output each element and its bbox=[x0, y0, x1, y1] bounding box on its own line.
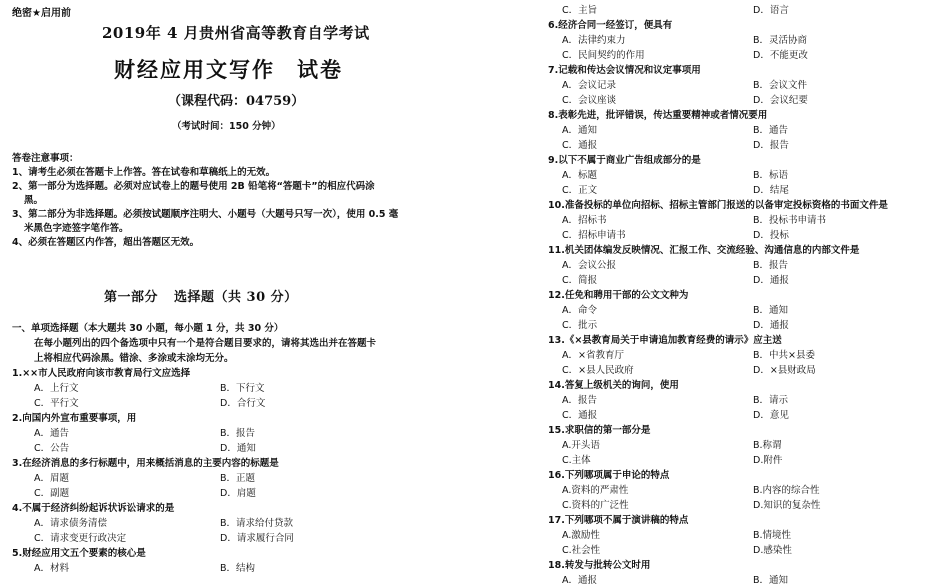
option-b: B．通知 bbox=[753, 575, 789, 586]
option-row bbox=[12, 426, 452, 441]
option-c: C．平行文 bbox=[34, 398, 79, 409]
option-d: D.感染性 bbox=[753, 545, 792, 556]
question-stem: 17.下列哪项不属于演讲稿的特点 bbox=[548, 515, 689, 526]
option-d: D.附件 bbox=[753, 455, 783, 466]
paper-label: 试卷 bbox=[297, 57, 343, 82]
option-a: A．通知 bbox=[562, 125, 597, 136]
option-c: C．招标申请书 bbox=[562, 230, 626, 241]
option-c: C.资料的广泛性 bbox=[562, 500, 629, 511]
option-a: A．会议记录 bbox=[562, 80, 616, 91]
option-b: B．报告 bbox=[753, 260, 789, 271]
option-row bbox=[548, 273, 928, 288]
option-d: D．请求履行合同 bbox=[220, 533, 294, 544]
option-row bbox=[548, 183, 928, 198]
option-d: D．报告 bbox=[753, 140, 789, 151]
option-b: B．灵活协商 bbox=[753, 35, 808, 46]
option-a: A．通告 bbox=[34, 428, 69, 439]
option-b: B．中共×县委 bbox=[753, 350, 815, 361]
option-a: A．报告 bbox=[562, 395, 597, 406]
option-d: D．×县财政局 bbox=[753, 365, 816, 376]
option-c: C．请求变更行政决定 bbox=[34, 533, 127, 544]
option-row bbox=[12, 561, 452, 576]
option-b: B．下行文 bbox=[220, 383, 265, 394]
option-a: A.激励性 bbox=[562, 530, 600, 541]
option-b: B．会议文件 bbox=[753, 80, 808, 91]
option-b: B．通知 bbox=[753, 305, 789, 316]
option-row bbox=[12, 516, 452, 531]
option-row bbox=[548, 258, 928, 273]
question-stem: 15.求职信的第一部分是 bbox=[548, 425, 651, 436]
option-a: A．标题 bbox=[562, 170, 597, 181]
option-row bbox=[12, 471, 452, 486]
section1-desc-1: 在每小题列出的四个备选项中只有一个是符合题目要求的，请将其选出并在答题卡 bbox=[34, 338, 377, 349]
option-d: D.知识的复杂性 bbox=[753, 500, 821, 511]
option-row bbox=[548, 33, 928, 48]
note-item: 米黑色字迹签字笔作答。 bbox=[24, 223, 129, 234]
option-d: D．投标 bbox=[753, 230, 789, 241]
option-row bbox=[548, 213, 928, 228]
option-d: D．合行文 bbox=[220, 398, 266, 409]
part1-title bbox=[104, 286, 298, 305]
part1-subtitle: 选择题（共 30 分） bbox=[174, 290, 298, 305]
option-d: D．意见 bbox=[753, 410, 789, 421]
option-d: D．肩题 bbox=[220, 488, 256, 499]
option-d: D．通知 bbox=[220, 443, 256, 454]
option-row bbox=[548, 438, 928, 453]
note-item: 3、第二部分为非选择题。必须按试题顺序注明大、小题号（大题号只写一次），使用 0.5 毫 bbox=[12, 209, 399, 220]
exam-title: 2019年 4 月贵州省高等教育自学考试 bbox=[102, 24, 370, 42]
option-c: C．×县人民政府 bbox=[562, 365, 634, 376]
option-row bbox=[548, 483, 928, 498]
option-row bbox=[548, 363, 928, 378]
option-row bbox=[548, 408, 928, 423]
option-b: B．标语 bbox=[753, 170, 789, 181]
option-row bbox=[548, 498, 928, 513]
option-b: B．投标书申请书 bbox=[753, 215, 827, 226]
option-row bbox=[548, 348, 928, 363]
question-stem: 9.以下不属于商业广告组成部分的是 bbox=[548, 155, 701, 166]
option-b: B．正题 bbox=[220, 473, 256, 484]
option-row bbox=[548, 138, 928, 153]
option-a: A．眉题 bbox=[34, 473, 69, 484]
option-b: B.情境性 bbox=[753, 530, 792, 541]
option-row bbox=[548, 168, 928, 183]
option-c: C．公告 bbox=[34, 443, 70, 454]
option-d: D．不能更改 bbox=[753, 50, 808, 61]
option-b: B．请示 bbox=[753, 395, 789, 406]
option-a: A.开头语 bbox=[562, 440, 600, 451]
option-row bbox=[548, 93, 928, 108]
option-row bbox=[12, 441, 452, 456]
section1-desc-2: 上将相应代码涂黑。错涂、多涂或未涂均无分。 bbox=[34, 353, 234, 364]
question-stem: 18.转发与批转公文时用 bbox=[548, 560, 651, 571]
option-c: C.社会性 bbox=[562, 545, 601, 556]
note-item: 2、第一部分为选择题。必须对应试卷上的题号使用 2B 铅笔将“答题卡”的相应代码涂 bbox=[12, 181, 375, 192]
option-c: C．通报 bbox=[562, 140, 598, 151]
question-stem: 12.任免和聘用干部的公文文种为 bbox=[548, 290, 689, 301]
option-d: D．语言 bbox=[753, 5, 789, 16]
section1-block bbox=[12, 321, 452, 576]
question-stem: 5.财经应用文五个要素的核心是 bbox=[12, 548, 146, 559]
part1-label: 第一部分 bbox=[104, 290, 159, 305]
option-row bbox=[548, 393, 928, 408]
question-stem: 14.答复上级机关的询问，使用 bbox=[548, 380, 679, 391]
option-row bbox=[548, 123, 928, 138]
option-c: C．正文 bbox=[562, 185, 598, 196]
option-row bbox=[12, 531, 452, 546]
section1-heading: 一、单项选择题（本大题共 30 小题，每小题 1 分，共 30 分） bbox=[12, 323, 284, 334]
option-a: A．命令 bbox=[562, 305, 597, 316]
option-c: C．通报 bbox=[562, 410, 598, 421]
option-b: B.称谓 bbox=[753, 440, 782, 451]
option-row bbox=[548, 318, 928, 333]
option-row bbox=[548, 48, 928, 63]
notes-block bbox=[12, 152, 432, 250]
option-a: A．×省教育厅 bbox=[562, 350, 624, 361]
option-row bbox=[12, 396, 452, 411]
subject-name: 财经应用文写作 bbox=[114, 57, 275, 82]
question-stem: 8.表彰先进，批评错误，传达重要精神或者情况要用 bbox=[548, 110, 768, 121]
option-a: A．材料 bbox=[34, 563, 69, 574]
option-c: C．副题 bbox=[34, 488, 70, 499]
option-row bbox=[548, 453, 928, 468]
option-row bbox=[548, 78, 928, 93]
secret-label: 绝密★启用前 bbox=[12, 8, 71, 19]
option-a: A．会议公报 bbox=[562, 260, 616, 271]
option-row bbox=[548, 573, 928, 588]
option-b: B．请求给付贷款 bbox=[220, 518, 294, 529]
course-code: （课程代码：04759） bbox=[168, 94, 305, 109]
option-row bbox=[548, 543, 928, 558]
question-stem: 16.下列哪项属于申论的特点 bbox=[548, 470, 670, 481]
question-stem: 7.记载和传达会议情况和议定事项用 bbox=[548, 65, 701, 76]
option-d: D．结尾 bbox=[753, 185, 789, 196]
option-a: A．法律约束力 bbox=[562, 35, 626, 46]
option-a: A．请求债务清偿 bbox=[34, 518, 107, 529]
question-stem: 1.××市人民政府向该市教育局行文应选择 bbox=[12, 368, 191, 379]
note-item: 1、请考生必须在答题卡上作答。答在试卷和草稿纸上的无效。 bbox=[12, 167, 276, 178]
question-stem: 4.不属于经济纠纷起诉状诉讼请求的是 bbox=[12, 503, 175, 514]
option-c: C．会议座谈 bbox=[562, 95, 617, 106]
option-row bbox=[548, 228, 928, 243]
option-a: A．通报 bbox=[562, 575, 597, 586]
option-c: C．主旨 bbox=[562, 5, 598, 16]
question-stem: 6.经济合同一经签订，便具有 bbox=[548, 20, 673, 31]
question-stem: 2.向国内外宣布重要事项，用 bbox=[12, 413, 137, 424]
option-row bbox=[548, 303, 928, 318]
option-a: A．招标书 bbox=[562, 215, 607, 226]
option-c: C．民间契约的作用 bbox=[562, 50, 645, 61]
option-c: C．简报 bbox=[562, 275, 598, 286]
option-d: D．通报 bbox=[753, 275, 789, 286]
notes-heading: 答卷注意事项： bbox=[12, 153, 79, 164]
option-row bbox=[548, 3, 928, 18]
option-a: A.资料的严肃性 bbox=[562, 485, 629, 496]
question-stem: 11.机关团体编发反映情况、汇报工作、交流经验、沟通信息的内部文件是 bbox=[548, 245, 860, 256]
option-b: B．报告 bbox=[220, 428, 256, 439]
paper-title bbox=[114, 54, 343, 84]
option-c: C.主体 bbox=[562, 455, 591, 466]
option-b: B．结构 bbox=[220, 563, 256, 574]
option-d: D．通报 bbox=[753, 320, 789, 331]
option-c: C．批示 bbox=[562, 320, 598, 331]
question-stem: 3.在经济消息的多行标题中，用来概括消息的主要内容的标题是 bbox=[12, 458, 279, 469]
option-d: D．会议纪要 bbox=[753, 95, 808, 106]
option-a: A．上行文 bbox=[34, 383, 79, 394]
option-b: B.内容的综合性 bbox=[753, 485, 820, 496]
question-stem: 13.《×县教育局关于申请追加教育经费的请示》应主送 bbox=[548, 335, 782, 346]
right-questions-block bbox=[548, 3, 928, 588]
question-stem: 10.准备投标的单位向招标、招标主管部门报送的以备审定投标资格的书面文件是 bbox=[548, 200, 888, 211]
option-row bbox=[548, 528, 928, 543]
note-item: 黑。 bbox=[24, 195, 44, 206]
option-b: B．通告 bbox=[753, 125, 789, 136]
note-item: 4、必须在答题区内作答，超出答题区无效。 bbox=[12, 237, 200, 248]
exam-time: （考试时间：150 分钟） bbox=[172, 121, 281, 132]
option-row bbox=[12, 486, 452, 501]
option-row bbox=[12, 381, 452, 396]
